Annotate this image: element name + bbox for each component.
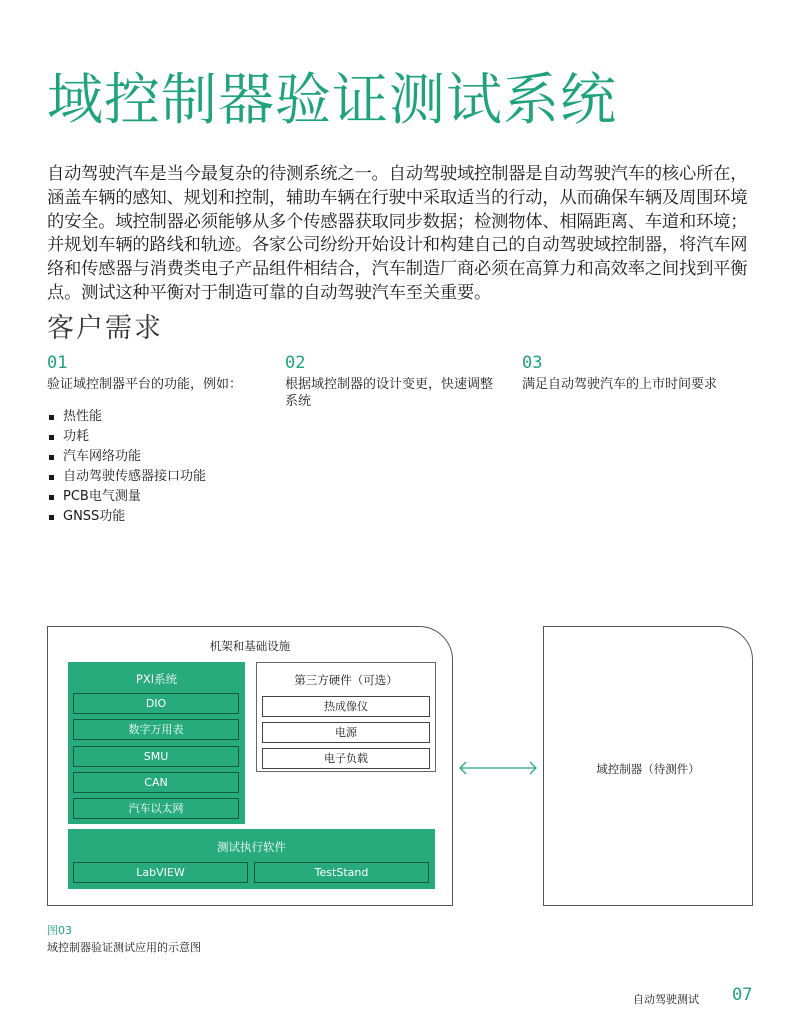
dut-box (543, 626, 753, 906)
exec-module-teststand: TestStand (254, 862, 429, 883)
page-title: 域控制器验证测试系统 (47, 68, 617, 133)
third-party-hardware-box (256, 662, 436, 772)
third-party-module-power: 电源 (262, 722, 430, 743)
requirement-number: 02 (285, 353, 306, 373)
pxi-module-dmm: 数字万用表 (73, 719, 239, 740)
pxi-label: PXI系统 (135, 672, 178, 686)
list-item: 热性能 (47, 407, 267, 427)
third-party-label: 第三方硬件（可选） (294, 673, 398, 687)
figure-caption: 域控制器验证测试应用的示意图 (47, 941, 201, 954)
list-item: 功耗 (47, 427, 267, 447)
rack-label: 机架和基础设施 (209, 639, 291, 653)
requirement-03 (522, 352, 742, 393)
exec-label: 测试执行软件 (217, 840, 286, 854)
requirement-bullets (47, 407, 267, 527)
pxi-module-can: CAN (73, 772, 239, 793)
list-item: GNSS功能 (47, 507, 267, 527)
pxi-module-dio: DIO (73, 693, 239, 714)
third-party-module-load: 电子负载 (262, 748, 430, 769)
list-item: PCB电气测量 (47, 487, 267, 507)
list-item: 汽车网络功能 (47, 447, 267, 467)
test-exec-software-box (68, 829, 435, 889)
third-party-module-thermal: 热成像仪 (262, 696, 430, 717)
pxi-module-ethernet: 汽车以太网 (73, 798, 239, 819)
requirement-02 (285, 352, 505, 410)
exec-module-labview: LabVIEW (73, 862, 248, 883)
list-item: 自动驾驶传感器接口功能 (47, 467, 267, 487)
requirement-number: 03 (522, 353, 543, 373)
requirement-number: 01 (47, 353, 68, 373)
footer-section-name: 自动驾驶测试 (633, 993, 699, 1006)
section-heading: 客户需求 (47, 313, 163, 344)
page-number: 07 (732, 985, 753, 1005)
intro-paragraph: 自动驾驶汽车是当今最复杂的待测系统之一。自动驾驶域控制器是自动驾驶汽车的核心所在，涵盖车辆的感知、规划和控制，辅助车辆在行驶中采取适当的行动，从而确保车辆及周围环境的安全。域控制器必须能够从多个传感器获取同步数据；检测物体、相隔距离、车道和环境；并规划车辆的路线和轨迹。各家公司纷纷开始设计和构建自己的自动驾驶域控制器，将汽车网络和传感器与消费类电子产品组件相结合，汽车制造厂商必须在高算力和高效率之间找到平衡点。测试这种平衡对于制造可靠的自动驾驶汽车至关重要。 (47, 164, 748, 303)
requirement-desc: 验证域控制器平台的功能，例如： (47, 377, 243, 392)
pxi-module-smu: SMU (73, 746, 239, 767)
pxi-system-box (68, 662, 245, 824)
double-arrow-icon (457, 760, 539, 776)
dut-label: 域控制器（待测件） (596, 762, 700, 776)
requirement-01 (47, 352, 267, 527)
figure-number: 图03 (47, 924, 72, 937)
requirement-desc: 根据域控制器的设计变更，快速调整系统 (285, 377, 494, 409)
rack-infrastructure-box (47, 626, 453, 906)
requirement-desc: 满足自动驾驶汽车的上市时间要求 (522, 377, 718, 392)
